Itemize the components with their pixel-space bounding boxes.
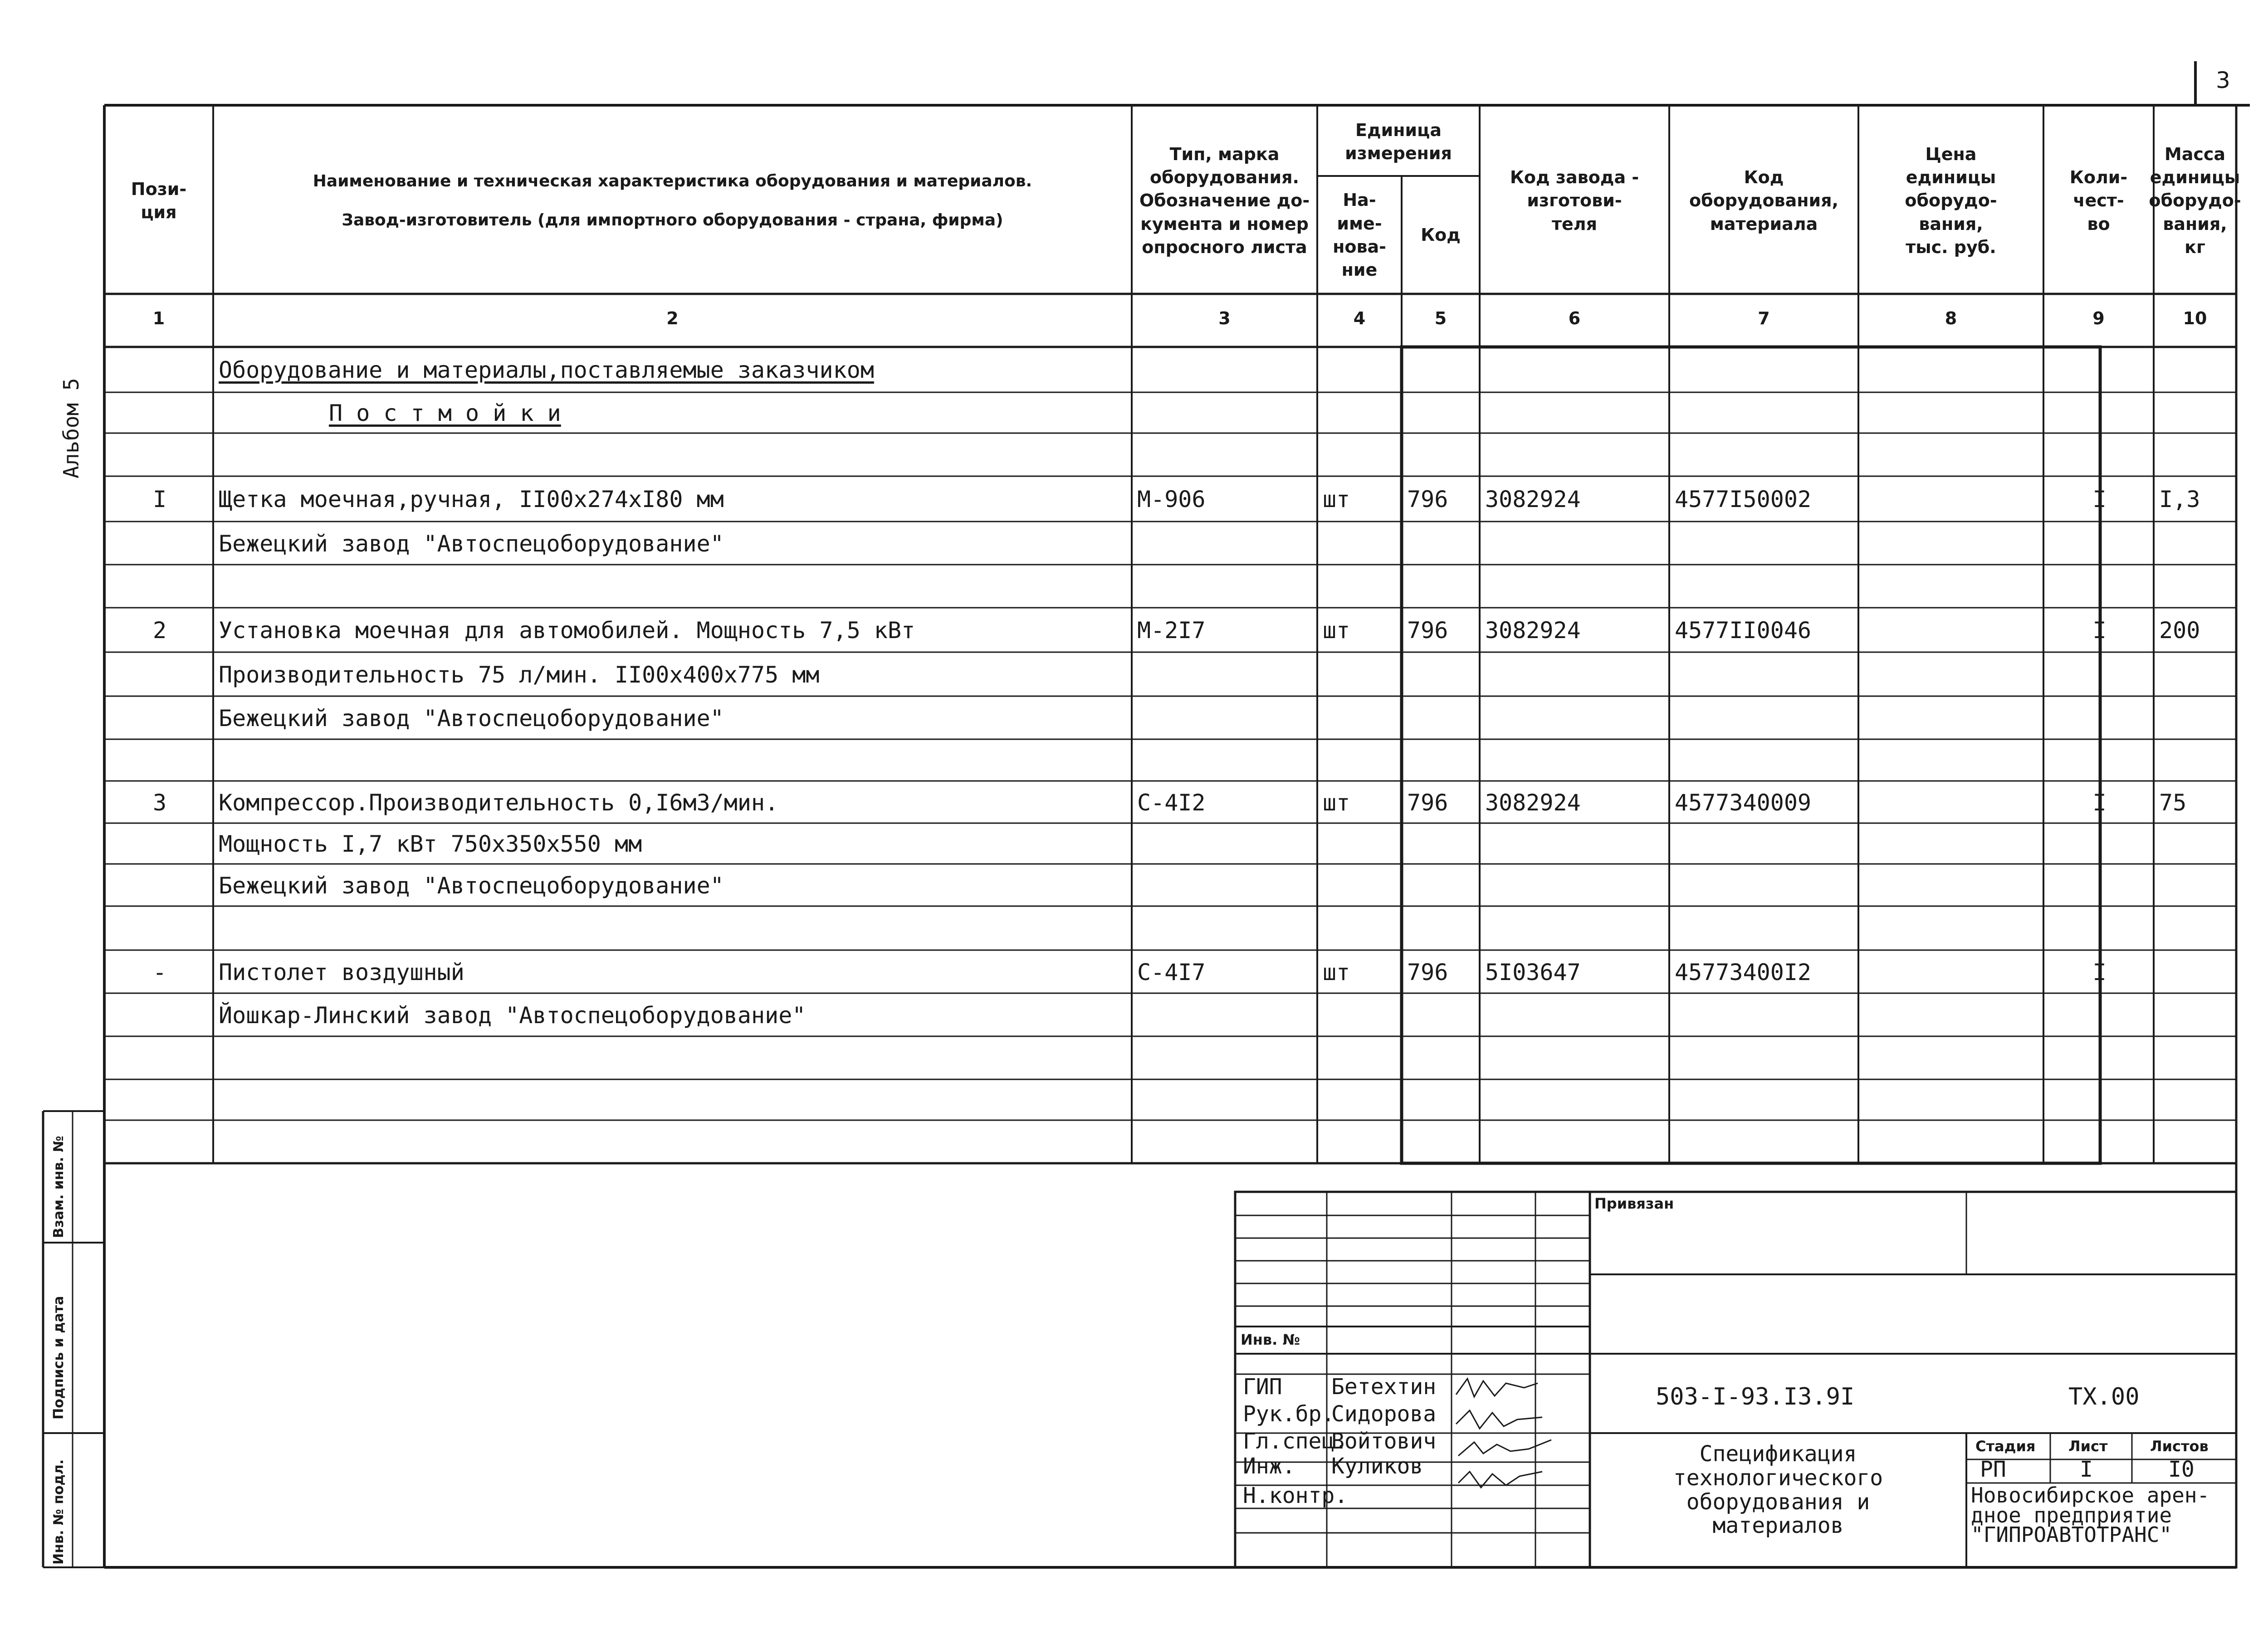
qty-cell — [2049, 909, 2150, 948]
unit-cell — [1323, 867, 1398, 904]
name-cell: Бежецкий завод "Автоспецоборудование" — [219, 872, 724, 899]
unit-cell: шт — [1323, 959, 1350, 985]
column-number: 7 — [1758, 308, 1770, 328]
role-name: Войтович — [1331, 1429, 1437, 1454]
unit-cell: шт — [1323, 789, 1350, 816]
factory-cell — [1485, 996, 1666, 1034]
qty-cell: I — [2092, 486, 2107, 512]
name-cell — [219, 1039, 1128, 1078]
qty-cell — [2049, 1123, 2150, 1161]
position-cell — [110, 524, 210, 563]
price-cell — [1864, 699, 2040, 737]
name-cell: Йошкар-Линский завод "Автоспецоборудование" — [219, 1002, 806, 1029]
column-number: 8 — [1945, 308, 1957, 328]
unit-cell — [1323, 1039, 1398, 1078]
code-cell: 796 — [1407, 617, 1448, 644]
equip-cell — [1675, 350, 1855, 390]
price-cell — [1864, 524, 2040, 563]
price-cell — [1864, 479, 2040, 520]
equip-cell — [1675, 567, 1855, 606]
position-cell — [110, 1039, 210, 1078]
qty-cell — [2049, 436, 2150, 474]
name-cell: Производительность 75 л/мин. II00x400x775 мм — [219, 661, 820, 688]
code-cell: 796 — [1407, 486, 1448, 512]
role-label: Гл.спец. — [1243, 1429, 1348, 1454]
name-cell — [219, 567, 1128, 606]
type-cell: М-906 — [1137, 486, 1206, 512]
header-position: Пози- ция — [131, 179, 187, 222]
mass-cell — [2159, 567, 2233, 606]
type-cell — [1137, 350, 1314, 390]
mass-cell — [2159, 909, 2233, 948]
position-cell: - — [152, 959, 167, 985]
price-cell — [1864, 784, 2040, 821]
equip-cell — [1675, 742, 1855, 779]
price-cell — [1864, 655, 2040, 694]
code-cell — [1407, 436, 1476, 474]
equip-cell — [1675, 1082, 1855, 1118]
position-cell: 3 — [152, 789, 167, 816]
name-cell: Установка моечная для автомобилей. Мощность 7,5 кВт — [219, 617, 915, 644]
price-cell — [1864, 909, 2040, 948]
mass-cell — [2159, 1039, 2233, 1078]
position-cell — [110, 350, 210, 390]
qty-cell — [2049, 1082, 2150, 1118]
equip-cell — [1675, 867, 1855, 904]
type-cell — [1137, 395, 1314, 431]
type-cell — [1137, 826, 1314, 862]
inv-replace-label: Взам. инв. № — [51, 1136, 67, 1238]
price-cell — [1864, 436, 2040, 474]
type-cell — [1137, 567, 1314, 606]
equip-cell — [1675, 395, 1855, 431]
factory-cell — [1485, 867, 1666, 904]
code-cell: 796 — [1407, 959, 1448, 985]
mass-cell: 200 — [2159, 617, 2200, 644]
role-name: Куликов — [1331, 1454, 1423, 1479]
position-cell — [110, 436, 210, 474]
code-cell — [1407, 350, 1476, 390]
qty-cell — [2049, 1039, 2150, 1078]
price-cell — [1864, 610, 2040, 650]
column-number: 3 — [1218, 308, 1231, 328]
header-unit: На- име- нова- ние — [1333, 190, 1386, 280]
position-cell — [110, 395, 210, 431]
price-cell — [1864, 742, 2040, 779]
role-label: ГИП — [1243, 1374, 1282, 1400]
factory-cell — [1485, 567, 1666, 606]
qty-cell: I — [2092, 617, 2107, 644]
factory-cell — [1485, 1123, 1666, 1161]
factory-cell — [1485, 1039, 1666, 1078]
role-label: Н.контр. — [1243, 1483, 1348, 1508]
factory-cell — [1485, 524, 1666, 563]
sheet-value: I — [2080, 1457, 2093, 1482]
unit-cell: шт — [1323, 486, 1350, 512]
mass-cell — [2159, 1123, 2233, 1161]
header-equip: Код оборудования, материала — [1689, 167, 1838, 234]
mass-cell — [2159, 699, 2233, 737]
mass-cell — [2159, 826, 2233, 862]
unit-cell: шт — [1323, 617, 1350, 644]
position-cell — [110, 826, 210, 862]
position-cell — [110, 699, 210, 737]
code-cell — [1407, 567, 1476, 606]
doc-suffix: ТХ.00 — [2068, 1383, 2140, 1410]
mass-cell — [2159, 436, 2233, 474]
code-cell — [1407, 996, 1476, 1034]
name-cell — [219, 436, 1128, 474]
type-cell — [1137, 1123, 1314, 1161]
code-cell — [1407, 742, 1476, 779]
unit-cell — [1323, 655, 1398, 694]
unit-cell — [1323, 1082, 1398, 1118]
header-code: Код — [1421, 225, 1461, 245]
price-cell — [1864, 567, 2040, 606]
header-factory: Код завода - изготови- теля — [1510, 167, 1639, 234]
equip-cell — [1675, 436, 1855, 474]
code-cell — [1407, 826, 1476, 862]
equip-cell — [1675, 996, 1855, 1034]
sign-date-label: Подпись и дата — [51, 1296, 67, 1419]
equip-cell — [1675, 826, 1855, 862]
qty-cell — [2049, 996, 2150, 1034]
mass-cell — [2159, 395, 2233, 431]
mass-cell — [2159, 350, 2233, 390]
type-cell: С-4I7 — [1137, 959, 1206, 985]
unit-cell — [1323, 996, 1398, 1034]
unit-cell — [1323, 909, 1398, 948]
page-number: 3 — [2216, 67, 2230, 93]
organization: Новосибирское арен- дное предприятие "ГИПРОАВТОТРАНС" — [1971, 1483, 2210, 1547]
equip-cell — [1675, 909, 1855, 948]
header-mass: Масса единицы оборудо- вания, кг — [2149, 144, 2241, 257]
qty-cell — [2049, 826, 2150, 862]
inv-no-label: Инв. № — [1241, 1331, 1300, 1348]
inv-orig-label: Инв. № подл. — [51, 1459, 67, 1565]
type-cell — [1137, 1039, 1314, 1078]
factory-cell — [1485, 826, 1666, 862]
mass-cell — [2159, 655, 2233, 694]
unit-cell — [1323, 826, 1398, 862]
code-cell — [1407, 867, 1476, 904]
name-cell — [219, 1082, 1128, 1118]
name-cell: П о с т м о й к и — [329, 400, 561, 426]
doc-code: 503-I-93.I3.9I — [1656, 1383, 1855, 1410]
equip-cell — [1675, 524, 1855, 563]
price-cell — [1864, 1039, 2040, 1078]
factory-cell: 5I03647 — [1485, 959, 1581, 985]
price-cell — [1864, 826, 2040, 862]
mass-cell — [2159, 996, 2233, 1034]
stage-label: Стадия — [1975, 1438, 2036, 1455]
price-cell — [1864, 867, 2040, 904]
factory-cell — [1485, 436, 1666, 474]
role-label: Инж. — [1243, 1454, 1295, 1479]
factory-cell — [1485, 395, 1666, 431]
role-name: Сидорова — [1331, 1401, 1437, 1427]
unit-group-header: Единица измерения — [1345, 120, 1452, 163]
mass-cell: 75 — [2159, 789, 2187, 816]
name-cell: Щетка моечная,ручная, II00x274xI80 мм — [219, 486, 724, 512]
position-cell — [110, 867, 210, 904]
name-cell: Пистолет воздушный — [219, 959, 464, 985]
name-cell: Оборудование и материалы,поставляемые заказчиком — [219, 357, 874, 383]
column-number: 10 — [2183, 308, 2207, 328]
column-number: 4 — [1353, 308, 1366, 328]
name-cell — [219, 1123, 1128, 1161]
equip-cell — [1675, 1039, 1855, 1078]
equip-cell — [1675, 1123, 1855, 1161]
qty-cell — [2049, 655, 2150, 694]
qty-cell: I — [2092, 959, 2107, 985]
unit-cell — [1323, 567, 1398, 606]
equip-cell — [1675, 699, 1855, 737]
column-number: 6 — [1568, 308, 1581, 328]
album-label: Альбом 5 — [59, 378, 83, 478]
code-cell: 796 — [1407, 789, 1448, 816]
code-cell — [1407, 1123, 1476, 1161]
factory-cell — [1485, 742, 1666, 779]
unit-cell — [1323, 1123, 1398, 1161]
type-cell — [1137, 742, 1314, 779]
qty-cell — [2049, 742, 2150, 779]
code-cell — [1407, 655, 1476, 694]
mass-cell — [2159, 953, 2233, 991]
mass-cell — [2159, 742, 2233, 779]
name-cell: Бежецкий завод "Автоспецоборудование" — [219, 530, 724, 557]
type-cell — [1137, 996, 1314, 1034]
type-cell — [1137, 909, 1314, 948]
equip-cell: 45773400I2 — [1675, 959, 1812, 985]
qty-cell: I — [2092, 789, 2107, 816]
equip-cell: 4577340009 — [1675, 789, 1812, 816]
type-cell: С-4I2 — [1137, 789, 1206, 816]
position-cell: 2 — [152, 617, 167, 644]
factory-cell — [1485, 1082, 1666, 1118]
type-cell — [1137, 1082, 1314, 1118]
unit-cell — [1323, 436, 1398, 474]
factory-cell — [1485, 909, 1666, 948]
position-cell — [110, 1123, 210, 1161]
header-qty: Коли- чест- во — [2069, 167, 2128, 234]
column-number: 2 — [666, 308, 679, 328]
stage-value: РП — [1980, 1457, 2006, 1482]
role-name: Бетехтин — [1331, 1374, 1437, 1400]
name-cell: Бежецкий завод "Автоспецоборудование" — [219, 705, 724, 732]
factory-cell — [1485, 350, 1666, 390]
factory-cell — [1485, 699, 1666, 737]
type-cell — [1137, 524, 1314, 563]
column-number: 5 — [1434, 308, 1447, 328]
qty-cell — [2049, 867, 2150, 904]
header-name: Наименование и техническая характеристика оборудования и материалов. Завод-изготовитель (для импортного оборудования - страна, фирма) — [313, 171, 1032, 229]
sheets-value: I0 — [2168, 1457, 2195, 1482]
position-cell — [110, 1082, 210, 1118]
mass-cell — [2159, 867, 2233, 904]
price-cell — [1864, 996, 2040, 1034]
type-cell — [1137, 655, 1314, 694]
unit-cell — [1323, 524, 1398, 563]
price-cell — [1864, 1123, 2040, 1161]
position-cell — [110, 655, 210, 694]
equip-cell: 4577I50002 — [1675, 486, 1812, 512]
code-cell — [1407, 1039, 1476, 1078]
factory-cell — [1485, 655, 1666, 694]
position-cell — [110, 996, 210, 1034]
mass-cell: I,3 — [2159, 486, 2200, 512]
price-cell — [1864, 395, 2040, 431]
type-cell — [1137, 699, 1314, 737]
header-price: Цена единицы оборудо- вания, тыс. руб. — [1905, 144, 1997, 257]
name-cell: Мощность I,7 кВт 750x350x550 мм — [219, 831, 642, 857]
sheet-label: Лист — [2068, 1438, 2108, 1455]
position-cell: I — [152, 486, 167, 512]
position-cell — [110, 909, 210, 948]
name-cell: Компрессор.Производительность 0,I6м3/мин. — [219, 789, 779, 816]
type-cell — [1137, 436, 1314, 474]
qty-cell — [2049, 567, 2150, 606]
code-cell — [1407, 699, 1476, 737]
factory-cell: 3082924 — [1485, 789, 1581, 816]
code-cell — [1407, 1082, 1476, 1118]
price-cell — [1864, 1082, 2040, 1118]
factory-cell: 3082924 — [1485, 486, 1581, 512]
position-cell — [110, 567, 210, 606]
column-number: 9 — [2092, 308, 2105, 328]
column-number: 1 — [152, 308, 165, 328]
unit-cell — [1323, 350, 1398, 390]
code-cell — [1407, 524, 1476, 563]
header-type: Тип, марка оборудования. Обозначение до- кумента и номер опросного листа — [1139, 144, 1310, 257]
type-cell — [1137, 867, 1314, 904]
mass-cell — [2159, 1082, 2233, 1118]
qty-cell — [2049, 699, 2150, 737]
price-cell — [1864, 350, 2040, 390]
role-label: Рук.бр. — [1243, 1401, 1335, 1427]
attached-label: Привязан — [1594, 1195, 1674, 1212]
name-cell — [219, 742, 1128, 779]
position-cell — [110, 742, 210, 779]
qty-cell — [2049, 395, 2150, 431]
unit-cell — [1323, 395, 1398, 431]
code-cell — [1407, 395, 1476, 431]
factory-cell: 3082924 — [1485, 617, 1581, 644]
qty-cell — [2049, 350, 2150, 390]
mass-cell — [2159, 524, 2233, 563]
doc-title: Спецификация технологического оборудования и материалов — [1673, 1441, 1883, 1539]
name-cell — [219, 909, 1128, 948]
code-cell — [1407, 909, 1476, 948]
sheets-label: Листов — [2150, 1438, 2209, 1455]
qty-cell — [2049, 524, 2150, 563]
equip-cell — [1675, 655, 1855, 694]
type-cell: М-2I7 — [1137, 617, 1206, 644]
equip-cell: 4577II0046 — [1675, 617, 1812, 644]
unit-cell — [1323, 742, 1398, 779]
unit-cell — [1323, 699, 1398, 737]
price-cell — [1864, 953, 2040, 991]
